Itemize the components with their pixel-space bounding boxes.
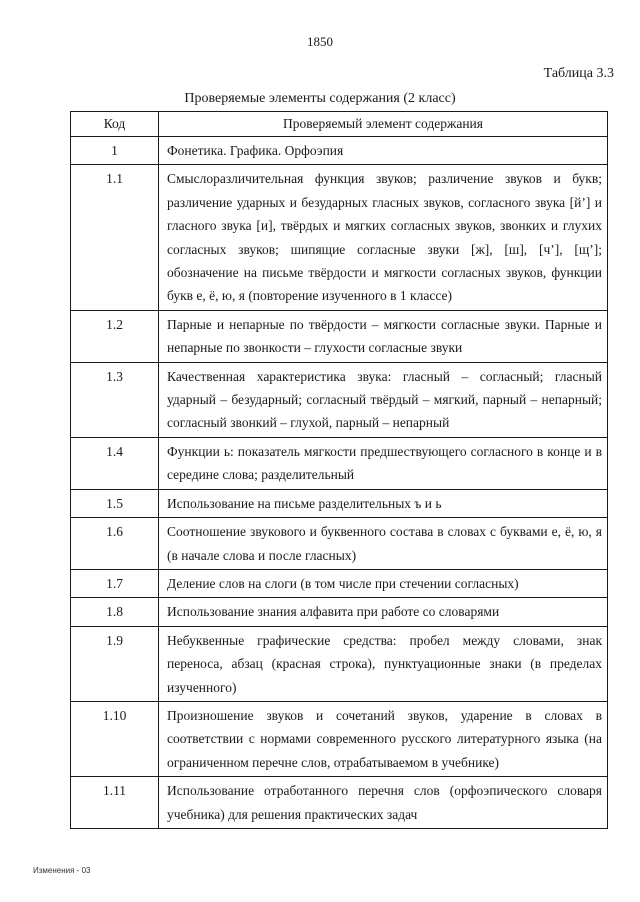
table-header-row: [71, 112, 608, 137]
row-text: Функции ь: показатель мягкости предшествующего согласного в конце и в середине слова; разделительный: [159, 437, 608, 489]
table-row: [71, 437, 608, 489]
table-title: Проверяемые элементы содержания (2 класс): [184, 91, 456, 106]
table-row: [71, 569, 608, 597]
column-header-code: Код: [71, 112, 159, 137]
row-text: Смыслоразличительная функция звуков; различение звуков и букв; различение ударных и безударных гласных звуков, согласного звука [й’] и гласного звука [и], твёрдых и мягких согласных звуков, звонких и глухих согласных звуков; шипящие согласные звуки [ж], [ш], [ч’], [щ’]; обозначение на письме твёрдости и мягкости согласных звуков, функции букв е, ё, ю, я (повторение изученного в 1 классе): [159, 165, 608, 310]
table-row: [71, 362, 608, 437]
row-code: 1.5: [71, 489, 159, 517]
row-text: Фонетика. Графика. Орфоэпия: [159, 137, 608, 165]
row-text: Парные и непарные по твёрдости – мягкости согласные звуки. Парные и непарные по звонкости – глухости согласные звуки: [159, 310, 608, 362]
row-code: 1.6: [71, 518, 159, 570]
row-code: 1.3: [71, 362, 159, 437]
table-row: [71, 701, 608, 776]
column-header-element: Проверяемый элемент содержания: [159, 112, 608, 137]
table-row: [71, 777, 608, 829]
revision-footer: Изменения - 03: [33, 866, 91, 875]
page-number: 1850: [307, 34, 333, 49]
row-code: 1: [71, 137, 159, 165]
row-code: 1.1: [71, 165, 159, 310]
row-code: 1.4: [71, 437, 159, 489]
table-row: [71, 626, 608, 701]
table-row: [71, 165, 608, 310]
row-text: Использование отработанного перечня слов (орфоэпического словаря учебника) для решения практических задач: [159, 777, 608, 829]
row-text: Качественная характеристика звука: гласный – согласный; гласный ударный – безударный; согласный твёрдый – мягкий, парный – непарный; согласный звонкий – глухой, парный – непарный: [159, 362, 608, 437]
table-row: [71, 489, 608, 517]
row-text: Деление слов на слоги (в том числе при стечении согласных): [159, 569, 608, 597]
row-code: 1.11: [71, 777, 159, 829]
table-row: [71, 310, 608, 362]
row-text: Небуквенные графические средства: пробел между словами, знак переноса, абзац (красная строка), пунктуационные знаки (в пределах изученного): [159, 626, 608, 701]
row-code: 1.9: [71, 626, 159, 701]
table-row: [71, 137, 608, 165]
table-row: [71, 598, 608, 626]
row-text: Произношение звуков и сочетаний звуков, ударение в словах в соответствии с нормами современного русского литературного языка (на ограниченном перечне слов, отрабатываемом в учебнике): [159, 701, 608, 776]
row-code: 1.10: [71, 701, 159, 776]
table-row: [71, 518, 608, 570]
row-text: Соотношение звукового и буквенного состава в словах с буквами е, ё, ю, я (в начале слова и после гласных): [159, 518, 608, 570]
row-text: Использование на письме разделительных ъ и ь: [159, 489, 608, 517]
table-label: Таблица 3.3: [543, 66, 614, 81]
row-text: Использование знания алфавита при работе со словарями: [159, 598, 608, 626]
row-code: 1.2: [71, 310, 159, 362]
row-code: 1.7: [71, 569, 159, 597]
content-elements-table: [70, 111, 608, 829]
row-code: 1.8: [71, 598, 159, 626]
